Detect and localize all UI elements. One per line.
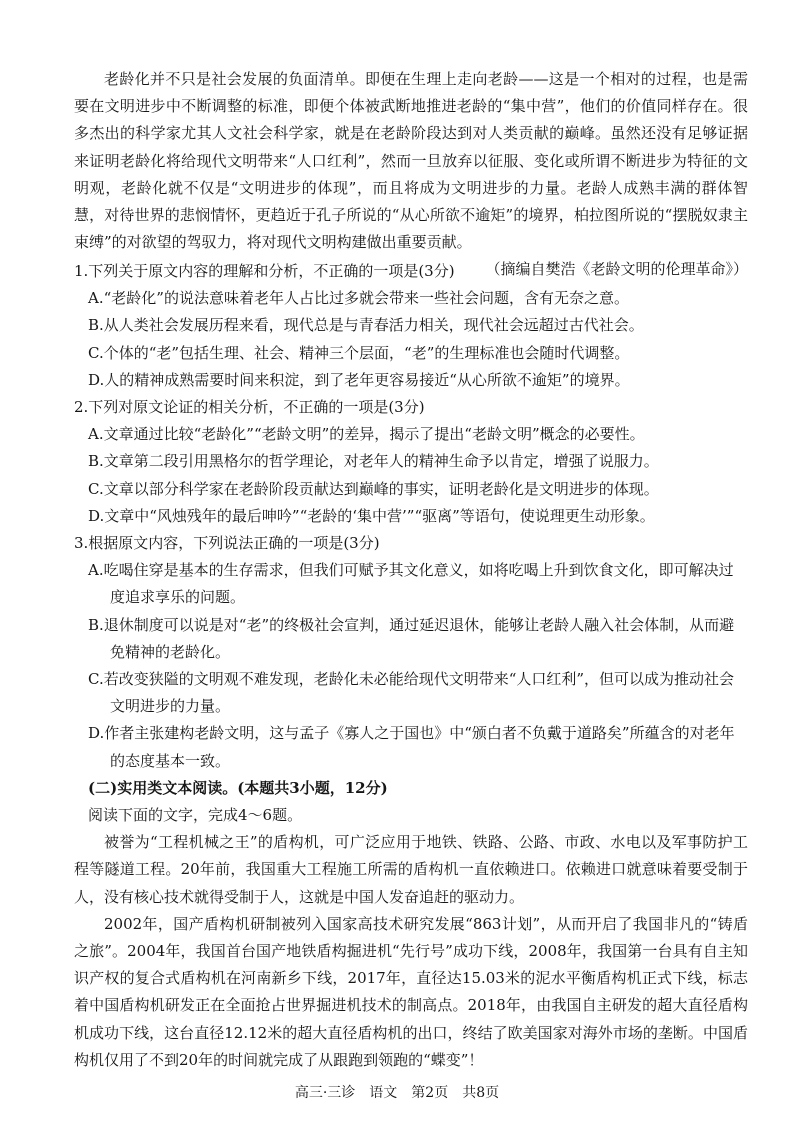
question-1-option-c: C.个体的“老”包括生理、社会、精神三个层面，“老”的生理标准也会随时代调整。 xyxy=(88,343,630,362)
passage-one-ending xyxy=(74,66,748,284)
source-note: （摘编自樊浩《老龄文明的伦理革命》） xyxy=(485,260,748,279)
section-heading: (二)实用类文本阅读。(本题共3小题，12分) xyxy=(88,778,388,797)
question-1-stem: 1.下列关于原文内容的理解和分析，不正确的一项是(3分) xyxy=(74,262,455,280)
question-3-option-d: D.作者主张建构老龄文明，这与孟子《寡人之于国也》中“颁白者不负戴于道路矣”所蕴含的对老年的态度基本一致。 xyxy=(88,724,735,770)
question-3-stem: 3.根据原文内容，下列说法正确的一项是(3分) xyxy=(74,534,380,553)
question-1-option-d: D.人的精神成熟需要时间来积淀，到了老年更容易接近“从心所欲不逾矩”的境界。 xyxy=(88,370,630,389)
question-1-option-b: B.从人类社会发展历程来看，现代总是与青春活力相关，现代社会远超过古代社会。 xyxy=(88,316,644,335)
question-3-option-b: B.退休制度可以说是对“老”的终极社会宣判，通过延迟退休，能够让老龄人融入社会体制，从而避免精神的老龄化。 xyxy=(88,615,735,661)
question-2-option-d: D.文章中“风烛残年的最后呻吟”“老龄的‘集中营’”“驱离”等语句，使说理更生动形象。 xyxy=(88,506,655,525)
article-paragraph-1: 被誉为“工程机械之王”的盾构机，可广泛应用于地铁、铁路、公路、市政、水电以及军事防护工程等隧道工程。20年前，我国重大工程施工所需的盾构机一直依赖进口。依赖进口就意味着要受制于人，没有核心技术就得受制于人，这就是中国人发奋追赶的驱动力。 xyxy=(74,833,748,906)
question-2-option-b: B.文章第二段引用黑格尔的哲学理论，对老年人的精神生命予以肯定，增强了说服力。 xyxy=(88,452,659,471)
intro-paragraph: 老龄化并不只是社会发展的负面清单。即便在生理上走向老龄——这是一个相对的过程，也是需要在文明进步中不断调整的标准，即便个体被武断地推进老龄的“集中营”，他们的价值同样存在。很多杰出的科学家尤其人文社会科学家，就是在老龄阶段达到对人类贡献的巅峰。虽然还没有足够证据来证明老龄化将给现代文明带来“人口红利”，然而一旦放弃以征服、变化或所谓不断进步为特征的文明观，老龄化就不仅是“文明进步的体现”，而且将成为文明进步的力量。老龄人成熟丰满的群体智慧，对待世界的悲悯情怀，更趋近于孔子所说的“从心所欲不逾矩”的境界，柏拉图所说的“摆脱奴隶主束缚”的对欲望的驾驭力，将对现代文明构建做出重要贡献。 xyxy=(74,70,748,252)
question-3-option-c: C.若改变狭隘的文明观不难发现，老龄化未必能给现代文明带来“人口红利”，但可以成为推动社会文明进步的力量。 xyxy=(88,670,735,716)
question-3-option-a: A.吃喝住穿是基本的生存需求，但我们可赋予其文化意义，如将吃喝上升到饮食文化，即可解决过度追求享乐的问题。 xyxy=(88,561,734,607)
question-2-stem: 2.下列对原文论证的相关分析，不正确的一项是(3分) xyxy=(74,398,425,417)
question-2-option-a: A.文章通过比较“老龄化”“老龄文明”的差异，揭示了提出“老龄文明”概念的必要性。 xyxy=(88,425,645,444)
questions-block xyxy=(74,258,748,1074)
question-2-option-c: C.文章以部分科学家在老龄阶段贡献达到巅峰的事实，证明老龄化是文明进步的体现。 xyxy=(88,479,659,498)
question-1-option-a: A.“老龄化”的说法意味着老年人占比过多就会带来一些社会问题，含有无奈之意。 xyxy=(88,289,629,308)
reading-instruction: 阅读下面的文字，完成4～6题。 xyxy=(88,806,303,825)
article-paragraph-2: 2002年，国产盾构机研制被列入国家高技术研究发展“863计划”，从而开启了我国非凡的“铸盾之旅”。2004年，我国首台国产地铁盾构掘进机“先行号”成功下线，2008年，我国第一台具有自主知识产权的复合式盾构机在河南新乡下线，2017年，直径达15.03米的泥水平衡盾构机正式下线，标志着中国盾构机研发正在全面抢占世界掘进机技术的制高点。2018年，由我国自主研发的超大直径盾构机成功下线，这台直径12.12米的超大直径盾构机的出口，终结了欧美国家对海外市场的垄断。中国盾构机仅用了不到20年的时间就完成了从跟跑到领跑的“蝶变”！ xyxy=(74,914,748,1069)
page-footer: 高三·三诊 语文 第2页 共8页 xyxy=(294,1085,500,1101)
